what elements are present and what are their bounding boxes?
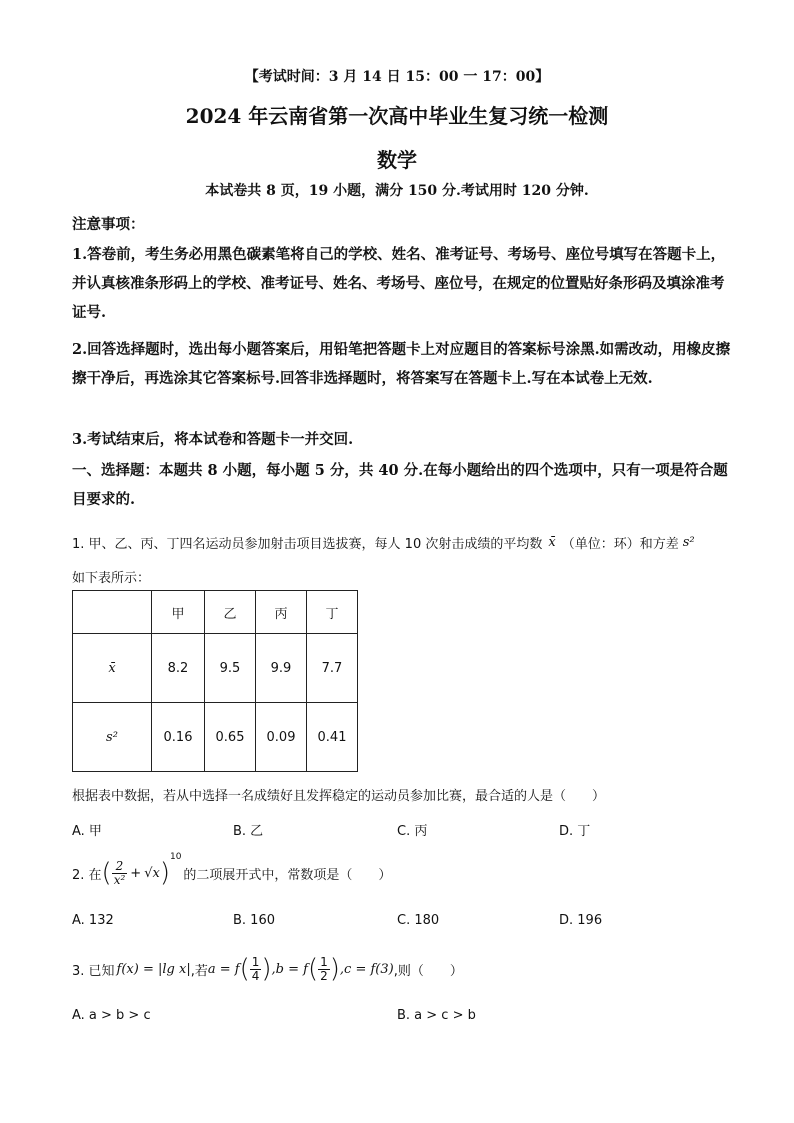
- note-1: 1.答卷前，考生务必用黑色碳素笔将自己的学校、姓名、准考证号、考场号、座位号填写在答题卡上，并认真核准条形码上的学校、准考证号、姓名、考场号、座位号，在规定的位置贴好条形码及填涂准考证号.: [72, 246, 726, 321]
- q2-prefix: 2. 在: [72, 867, 102, 883]
- section1-heading: 一、选择题：本题共 8 小题，每小题 5 分，共 40 分.在每小题给出的四个选项中，只有一项是符合题目要求的.: [72, 462, 728, 508]
- row-label: x̄: [73, 634, 152, 703]
- q1-option-d: D. 丁: [559, 824, 591, 839]
- q2-fraction: [112, 860, 128, 887]
- q2-option-b: B. 160: [233, 913, 275, 928]
- q2-option-c: C. 180: [397, 913, 440, 928]
- table-cell: 0.16: [152, 703, 205, 772]
- table-header-cell: 丙: [256, 591, 307, 634]
- q1-option-c: C. 丙: [397, 824, 428, 839]
- row-label: s²: [73, 703, 152, 772]
- table-cell: 7.7: [307, 634, 358, 703]
- sqrt-x: √x: [144, 865, 160, 881]
- q3-c-eq: ,c = f(3): [339, 961, 394, 977]
- table-header-cell: 丁: [307, 591, 358, 634]
- fraction-numerator: 2: [112, 860, 128, 874]
- q1-table: [72, 590, 358, 772]
- mean-symbol: x̄: [548, 535, 556, 550]
- q1-stem-a: 1. 甲、乙、丙、丁四名运动员参加射击项目选拔赛，每人 10 次射击成绩的平均数: [72, 537, 543, 552]
- table-row: [73, 703, 358, 772]
- variance-symbol: s²: [682, 535, 695, 550]
- left-paren-icon: (: [101, 858, 112, 888]
- table-cell: 8.2: [152, 634, 205, 703]
- q1-question: 根据表中数据，若从中选择一名成绩好且发挥稳定的运动员参加比赛，最合适的人是（ ）: [72, 789, 606, 804]
- q3-b-eq: ,b = f: [271, 961, 308, 977]
- right-paren-icon: ): [329, 954, 340, 984]
- exam-title: 2024 年云南省第一次高中毕业生复习统一检测: [185, 104, 609, 128]
- table-cell: 9.9: [256, 634, 307, 703]
- q3-a-eq: a = f: [207, 961, 240, 977]
- q3-fraction-1: [250, 956, 262, 983]
- exam-time: 【考试时间：3 月 14 日 15：00 一 17：00】: [244, 69, 550, 85]
- exam-subject: 数学: [377, 148, 417, 172]
- plus-sign: +: [130, 865, 142, 881]
- exponent: 10: [169, 852, 182, 862]
- q3-ruo: ,若: [190, 963, 208, 979]
- right-paren-icon: ): [159, 858, 170, 888]
- table-cell: 9.5: [205, 634, 256, 703]
- table-cell: 0.41: [307, 703, 358, 772]
- table-header-cell: [73, 591, 152, 634]
- fraction-denominator: 2: [320, 968, 328, 983]
- left-paren-icon: (: [239, 954, 250, 984]
- q2-suffix: 的二项展开式中，常数项是（ ）: [183, 867, 392, 883]
- q1-option-a: A. 甲: [72, 824, 102, 839]
- note-3: 3.考试结束后，将本试卷和答题卡一并交回.: [72, 431, 354, 448]
- right-paren-icon: ): [261, 954, 272, 984]
- table-header-cell: 甲: [152, 591, 205, 634]
- q3-option-b: B. a > c > b: [397, 1008, 476, 1023]
- q1-option-b: B. 乙: [233, 824, 264, 839]
- table-header-cell: 乙: [205, 591, 256, 634]
- q3-fraction-2: [318, 956, 330, 983]
- q1-stem-b: （单位：环）和方差: [561, 537, 679, 552]
- q3-function: f(x) = |lg x|: [116, 961, 191, 977]
- table-row: [73, 634, 358, 703]
- q2-option-a: A. 132: [72, 913, 114, 928]
- left-paren-icon: (: [307, 954, 319, 984]
- q2-option-d: D. 196: [559, 913, 603, 928]
- fraction-numerator: 1: [251, 954, 260, 969]
- table-cell: 0.65: [205, 703, 256, 772]
- q3-stem: [72, 946, 463, 992]
- q3-option-a: A. a > b > c: [72, 1008, 151, 1023]
- q3-suffix: ,则（ ）: [393, 963, 463, 979]
- exam-summary: 本试卷共 8 页，19 小题，满分 150 分.考试用时 120 分钟.: [205, 183, 589, 199]
- notes-heading: 注意事项：: [72, 216, 145, 233]
- q3-prefix: 3. 已知: [72, 963, 115, 979]
- fraction-denominator: 4: [251, 968, 260, 983]
- table-header-row: [73, 591, 358, 634]
- note-2: 2.回答选择题时，选出每小题答案后，用铅笔把答题卡上对应题目的答案标号涂黑.如需改动，用橡皮擦擦干净后，再选涂其它答案标号.回答非选择题时，将答案写在答题卡上.写在本试卷上无效.: [72, 341, 731, 387]
- fraction-denominator: x²: [113, 872, 126, 887]
- table-cell: 0.09: [256, 703, 307, 772]
- q1-stem-c: 如下表所示：: [72, 571, 151, 586]
- q2-stem: [72, 850, 391, 896]
- fraction-numerator: 1: [320, 954, 328, 969]
- q1-stem: [72, 533, 695, 552]
